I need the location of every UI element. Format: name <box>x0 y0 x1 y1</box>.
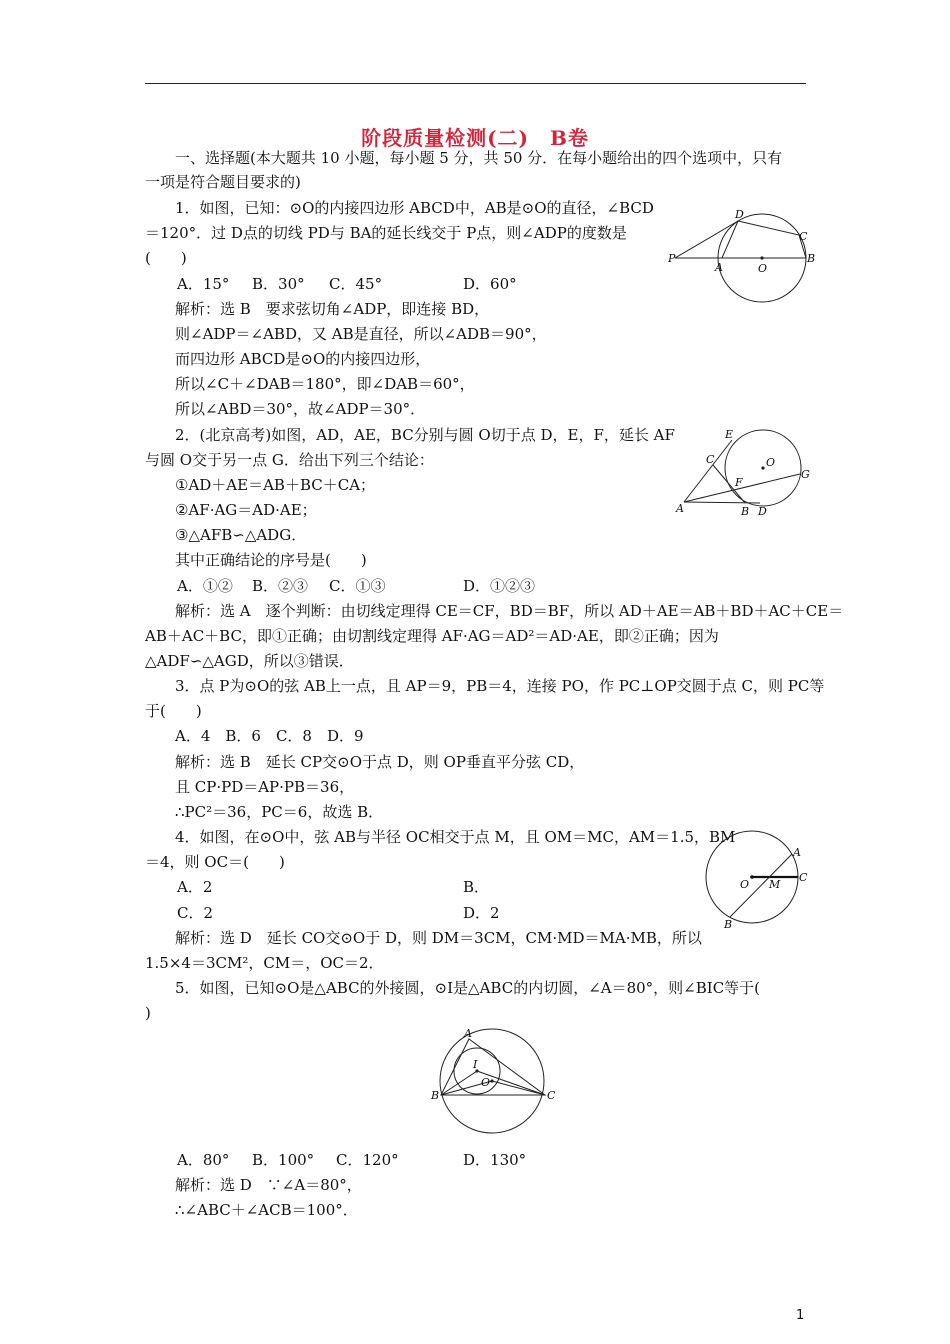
q3-solution-line: ∴PC²＝36，PC＝6，故选 B． <box>175 803 384 821</box>
q2-option-d: D．①②③ <box>463 577 536 595</box>
q1-label-p: P <box>668 252 676 265</box>
q5-option-d: D．130° <box>463 1151 527 1169</box>
q5-option-b: B．100° <box>252 1151 315 1169</box>
q2-solution-line: AB＋AC＋BC，即①正确；由切割线定理得 AF·AG＝AD²＝AD·AE，即②正确；因为 <box>145 627 719 645</box>
q4-option-b: B． <box>463 878 490 896</box>
q2-solution-line: △ADF∽△AGD，所以③错误． <box>145 652 354 670</box>
q5-stem-line1: 5．如图，已知⊙O是△ABC的外接圆，⊙I是△ABC的内切圆，∠A＝80°，则∠BIC等于( <box>175 979 761 997</box>
q1-solution-line: 而四边形 ABCD是⊙O的内接四边形， <box>175 350 431 368</box>
q1-label-c: C <box>799 230 808 243</box>
q1-tangent-pd <box>675 221 738 258</box>
q2-statement: ②AF·AG＝AD·AE； <box>175 501 317 519</box>
q2-stem-line2: 与圆 O交于另一点 G．给出下列三个结论： <box>145 451 434 469</box>
q4-option-d: D．2 <box>463 904 500 922</box>
q1-solution-line: 所以∠ABD＝30°，故∠ADP＝30°． <box>175 400 426 418</box>
q5-label-a: A <box>464 1027 472 1040</box>
q2-label-c: C <box>706 453 715 466</box>
q2-stem-line1: 2．(北京高考)如图，AD，AE，BC分别与圆 O切于点 D，E，F，延长 AF <box>175 426 675 444</box>
q1-option-b: B．30° <box>252 275 305 293</box>
q4-option-c: C．2 <box>177 904 214 922</box>
q2-label-b: B <box>741 505 750 518</box>
q1-label-b: B <box>807 252 816 265</box>
q4-label-a: A <box>793 846 801 859</box>
q2-label-e: E <box>725 428 734 441</box>
q5-label-b: B <box>431 1089 440 1102</box>
q4-label-b: B <box>724 918 733 931</box>
q1-solution-line: 解析：选 B 要求弦切角∠ADP，即连接 BD， <box>175 300 490 318</box>
q2-tangent-ad <box>684 502 760 503</box>
q5-segment-oc <box>492 1081 545 1095</box>
q1-option-d: D．60° <box>463 275 517 293</box>
section-intro-line1: 一、选择题(本大题共 10 小题，每小题 5 分，共 50 分．在每小题给出的四个选项中，只有 <box>175 149 783 167</box>
q4-label-o: O <box>740 878 750 891</box>
q1-center-dot <box>760 256 763 259</box>
q5-triangle <box>441 1039 545 1095</box>
q4-solution-line: 1.5×4＝3CM²，CM＝，OC＝2． <box>145 954 384 972</box>
q4-label-m: M <box>769 878 781 891</box>
q2-label-f: F <box>735 476 743 489</box>
q1-label-d: D <box>735 208 744 221</box>
q2-label-o: O <box>766 456 776 469</box>
q1-stem-line2: ＝120°．过 D点的切线 PD与 BA的延长线交于 P点，则∠ADP的度数是 <box>145 224 627 242</box>
q5-option-c: C．120° <box>336 1151 399 1169</box>
q1-solution-line: 所以∠C＋∠DAB＝180°，即∠DAB＝60°， <box>175 375 475 393</box>
q5-option-a: A．80° <box>177 1151 230 1169</box>
q3-stem-line2: 于( ) <box>145 702 202 720</box>
q4-stem-line2: ＝4，则 OC＝( ) <box>145 853 285 871</box>
q3-stem-line1: 3．点 P为⊙O的弦 AB上一点，且 AP＝9，PB＝4，连接 PO，作 PC⊥OP交圆于点 C，则 PC等 <box>175 677 825 695</box>
q2-statement: ③△AFB∽△ADG． <box>175 526 307 544</box>
page-number: 1 <box>796 1308 805 1323</box>
q5-label-c: C <box>547 1089 556 1102</box>
q3-solution-line: 解析：选 B 延长 CP交⊙O于点 D，则 OP垂直平分弦 CD， <box>175 753 585 771</box>
q2-statement: ①AD＋AE＝AB＋BC＋CA； <box>175 476 376 494</box>
section-intro-line2: 一项是符合题目要求的) <box>145 173 301 191</box>
q1-figure <box>665 205 825 310</box>
q4-option-a: A．2 <box>177 878 213 896</box>
q4-center-dot <box>750 875 754 879</box>
q1-stem-line3: ( ) <box>145 249 187 267</box>
q4-label-c: C <box>799 871 808 884</box>
q2-label-d: D <box>758 505 767 518</box>
q1-solution-line: 则∠ADP＝∠ABD，又 AB是直径，所以∠ADB＝90°， <box>175 325 547 343</box>
q2-option-a: A．①② <box>177 577 233 595</box>
q2-center-dot <box>761 466 764 469</box>
q5-solution-line: ∴∠ABC＋∠ACB＝100°． <box>175 1201 358 1219</box>
q5-solution-line: 解析：选 D ∵∠A＝80°， <box>175 1176 362 1194</box>
header-rule <box>145 83 806 84</box>
q5-label-i: I <box>473 1058 478 1071</box>
q3-options: A．4 B．6 C．8 D．9 <box>175 727 364 745</box>
q5-stem-line2: ) <box>145 1004 151 1022</box>
q1-label-o: O <box>758 262 768 275</box>
page-title: 阶段质量检测(二) B卷 <box>361 126 589 150</box>
q2-label-a: A <box>676 502 684 515</box>
q4-stem-line1: 4．如图，在⊙O中，弦 AB与半径 OC相交于点 M，且 OM＝MC，AM＝1.5，BM <box>175 828 736 846</box>
q3-solution-line: 且 CP·PD＝AP·PB＝36， <box>175 778 355 796</box>
q4-figure <box>700 826 820 936</box>
q1-label-a: A <box>715 261 723 274</box>
q2-option-c: C．①③ <box>329 577 386 595</box>
q2-solution-line: 解析：选 A 逐个判断：由切线定理得 CE＝CF，BD＝BF，所以 AD＋AE＝AB＋BD＋AC＋CE＝ <box>175 602 844 620</box>
q2-question: 其中正确结论的序号是( ) <box>175 551 367 569</box>
q1-option-a: A．15° <box>177 275 230 293</box>
q1-stem-line1: 1．如图，已知：⊙O的内接四边形 ABCD中，AB是⊙O的直径，∠BCD <box>175 199 654 217</box>
q1-option-c: C．45° <box>329 275 383 293</box>
q5-segment-bi <box>441 1071 477 1095</box>
q5-label-o: O <box>481 1076 491 1089</box>
q5-circumcenter-dot <box>490 1079 493 1082</box>
q2-label-g: G <box>801 468 810 481</box>
q2-option-b: B．②③ <box>252 577 309 595</box>
q5-figure <box>427 1025 562 1140</box>
q4-solution-line: 解析：选 D 延长 CO交⊙O于 D，则 DM＝3CM，CM·MD＝MA·MB，所以 <box>175 929 702 947</box>
q2-figure <box>672 428 817 520</box>
